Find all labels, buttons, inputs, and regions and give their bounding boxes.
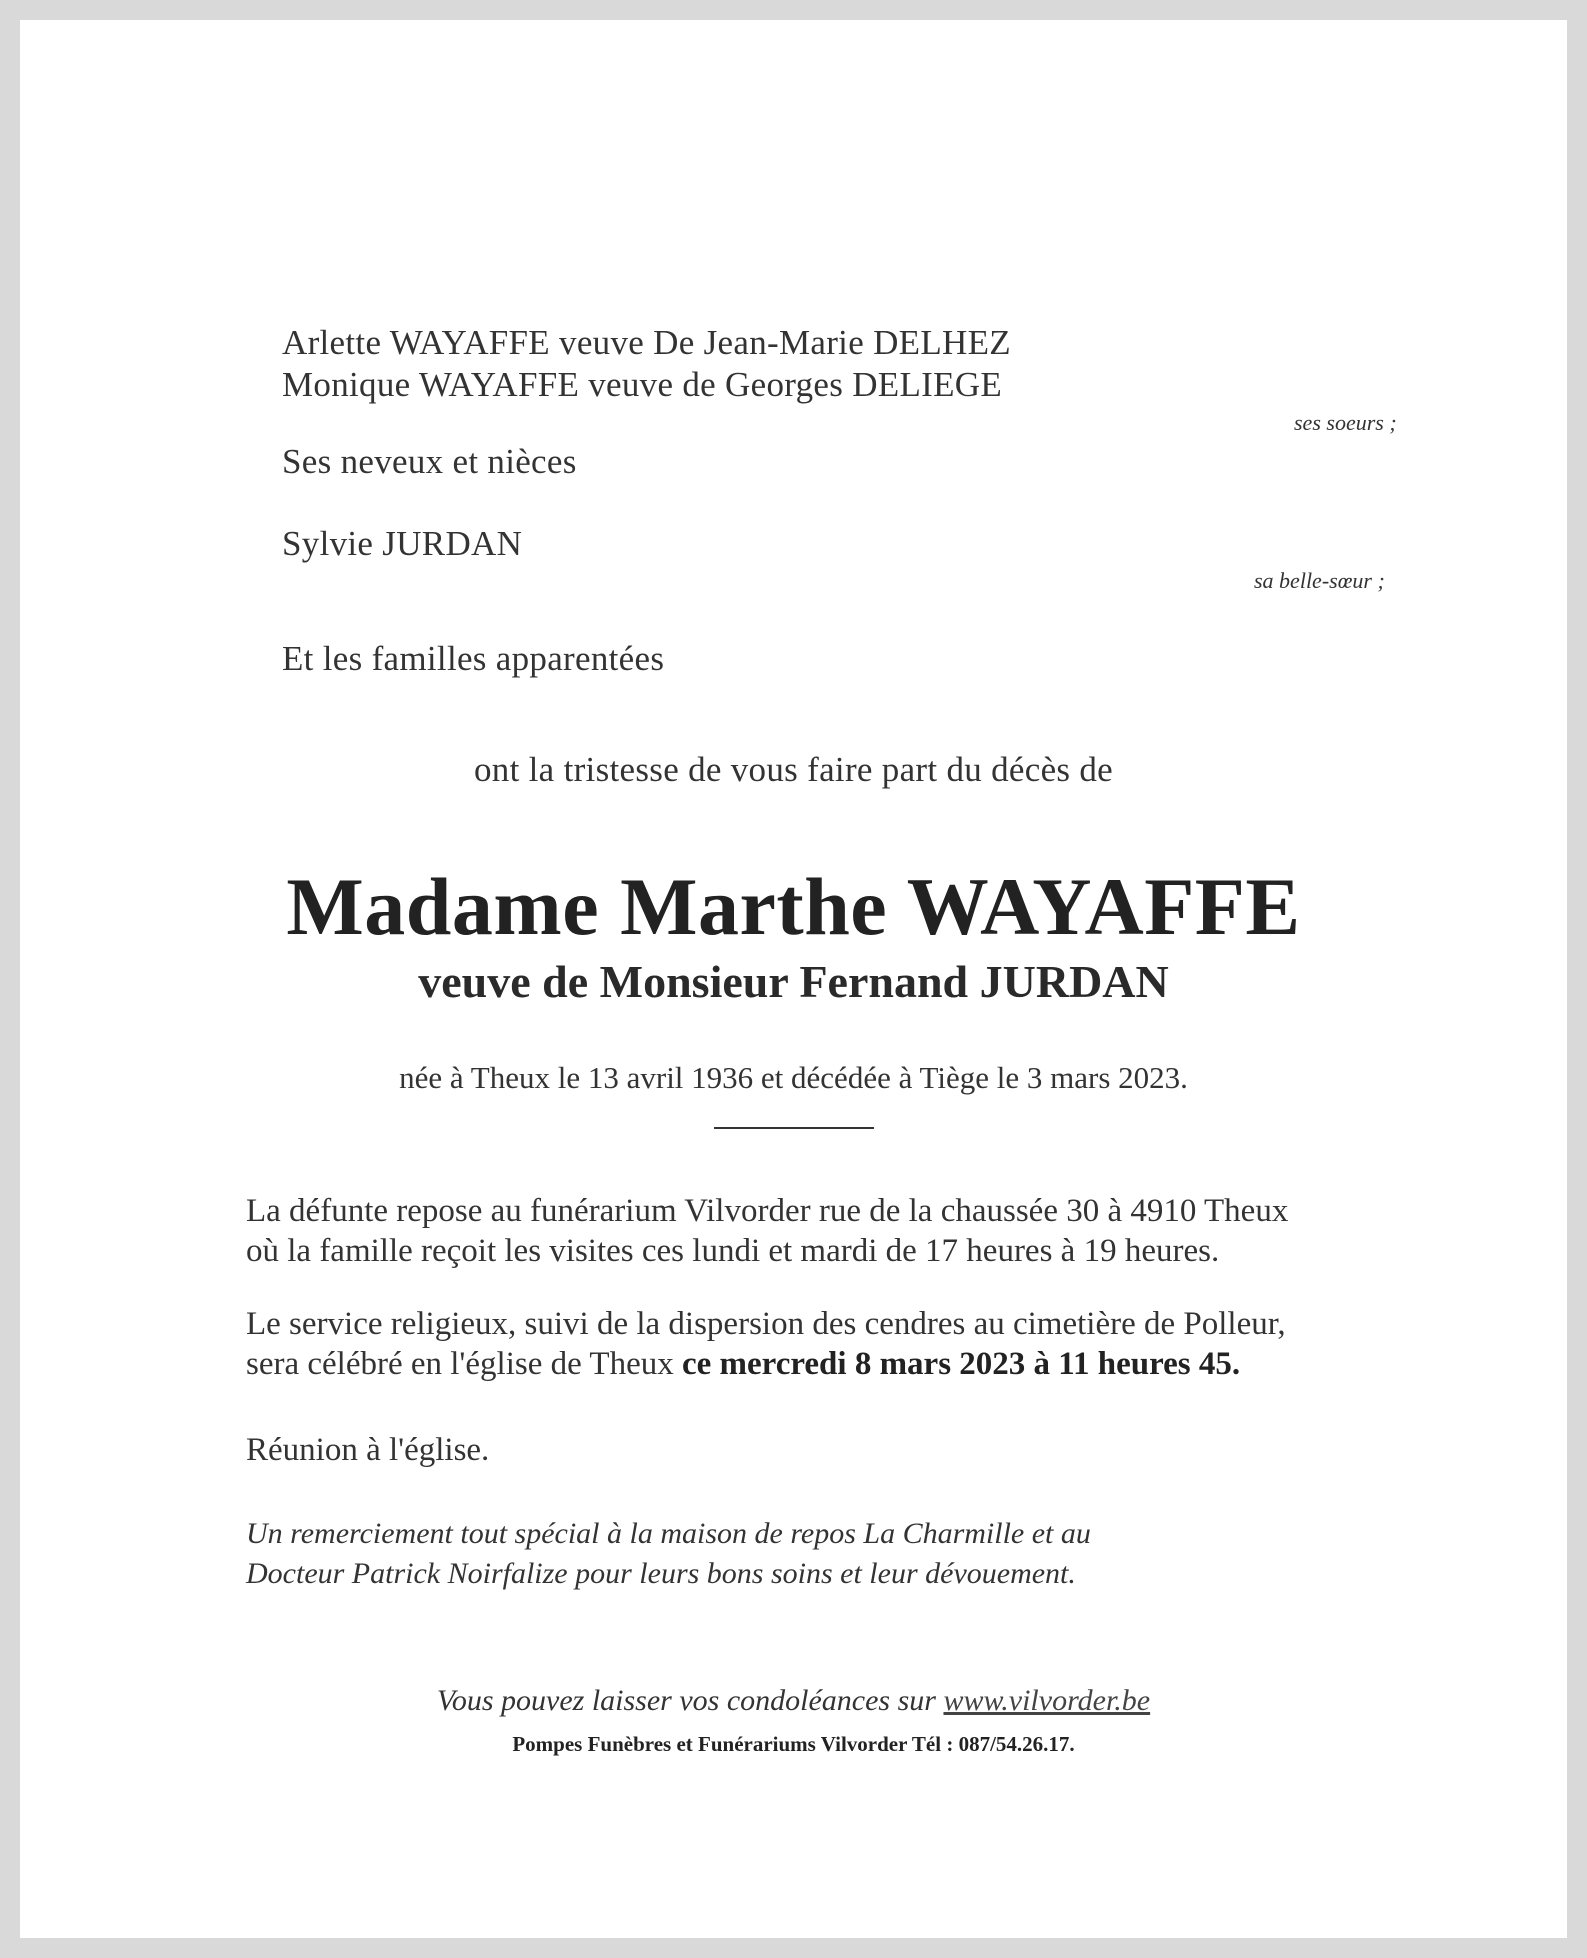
thanks-line-2: Docteur Patrick Noirfalize pour leurs bons soins et leur dévouement. — [246, 1557, 1076, 1590]
role-sisters: ses soeurs ; — [1294, 410, 1397, 435]
deceased-name: Madame Marthe WAYAFFE — [286, 861, 1301, 952]
family-related: Et les familles apparentées — [282, 639, 665, 678]
family-nephews: Ses neveux et nièces — [282, 442, 577, 481]
role-sister-in-law: sa belle-sœur ; — [1254, 568, 1385, 593]
obituary-card — [20, 20, 1567, 1938]
service-line-1: Le service religieux, suivi de la dispersion des cendres au cimetière de Polleur, — [246, 1306, 1286, 1342]
rest-line-2: où la famille reçoit les visites ces lundi et mardi de 17 heures à 19 heures. — [246, 1233, 1220, 1269]
widow-of: veuve de Monsieur Fernand JURDAN — [418, 956, 1169, 1007]
meeting-note: Réunion à l'église. — [246, 1432, 490, 1468]
family-line-2: Monique WAYAFFE veuve de Georges DELIEGE — [282, 365, 1003, 404]
life-dates: née à Theux le 13 avril 1936 et décédée à Tiège le 3 mars 2023. — [399, 1060, 1188, 1095]
condolences-text: Vous pouvez laisser vos condoléances sur — [436, 1684, 944, 1717]
service-line-2 — [246, 1346, 1240, 1383]
announcement-intro: ont la tristesse de vous faire part du décès de — [473, 750, 1114, 789]
service-line-2-text: sera célébré en l'église de Theux — [246, 1346, 682, 1382]
thanks-line-1: Un remerciement tout spécial à la maison de repos La Charmille et au — [246, 1517, 1091, 1550]
family-line-1: Arlette WAYAFFE veuve De Jean-Marie DELHEZ — [282, 323, 1011, 362]
service-date-time: ce mercredi 8 mars 2023 à 11 heures 45. — [681, 1346, 1241, 1382]
separator — [714, 1127, 874, 1129]
family-sister-in-law: Sylvie JURDAN — [282, 524, 523, 563]
funeral-company: Pompes Funèbres et Funérariums Vilvorder Tél : 087/54.26.17. — [512, 1732, 1075, 1756]
condolences-line — [20, 1684, 1567, 1718]
rest-line-1: La défunte repose au funérarium Vilvorder rue de la chaussée 30 à 4910 Theux — [246, 1193, 1289, 1229]
condolences-link[interactable]: www.vilvorder.be — [943, 1684, 1151, 1717]
